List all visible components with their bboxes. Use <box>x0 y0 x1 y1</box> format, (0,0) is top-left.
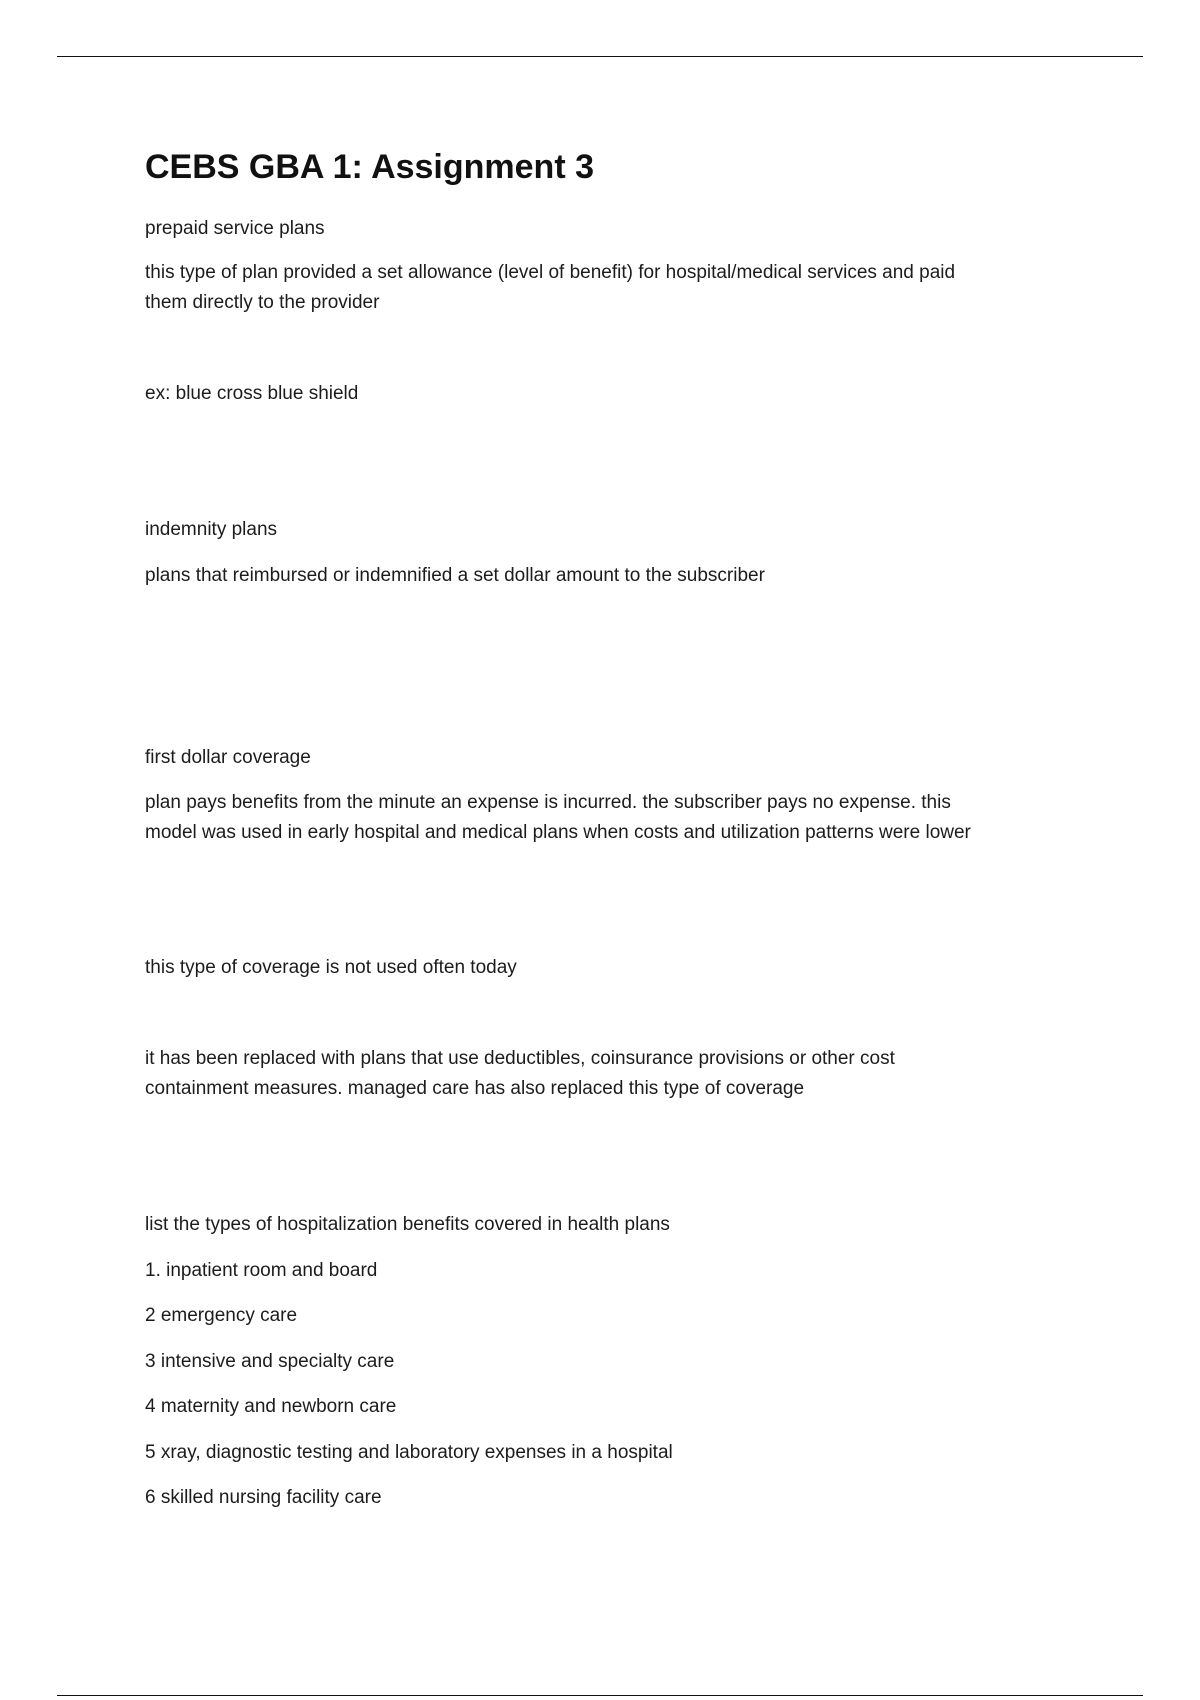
list-item: 1. inpatient room and board <box>145 1260 378 1281</box>
document-title: CEBS GBA 1: Assignment 3 <box>145 148 595 186</box>
definition-indemnity: plans that reimbursed or indemnified a set dollar amount to the subscriber <box>145 565 765 586</box>
definition-prepaid-line-1: this type of plan provided a set allowance (level of benefit) for hospital/medical services and paid <box>145 262 956 283</box>
list-item: 4 maternity and newborn care <box>145 1396 397 1417</box>
list-item: 2 emergency care <box>145 1305 298 1326</box>
definition-first-dollar-line-2: model was used in early hospital and medical plans when costs and utilization patterns were lower <box>145 822 971 843</box>
note-first-dollar-1: this type of coverage is not used often today <box>145 957 517 978</box>
term-indemnity-plans: indemnity plans <box>145 519 278 540</box>
question-hospitalization-benefits: list the types of hospitalization benefits covered in health plans <box>145 1214 670 1235</box>
definition-first-dollar-line-1: plan pays benefits from the minute an expense is incurred. the subscriber pays no expense. this <box>145 792 951 813</box>
term-first-dollar-coverage: first dollar coverage <box>145 747 311 768</box>
term-prepaid-service-plans: prepaid service plans <box>145 218 325 239</box>
footer-rule <box>57 1695 1143 1696</box>
list-item: 3 intensive and specialty care <box>145 1351 395 1372</box>
list-item: 5 xray, diagnostic testing and laboratory expenses in a hospital <box>145 1442 673 1463</box>
note-first-dollar-2-line-1: it has been replaced with plans that use deductibles, coinsurance provisions or other cost <box>145 1048 895 1069</box>
list-item: 6 skilled nursing facility care <box>145 1487 382 1508</box>
example-prepaid: ex: blue cross blue shield <box>145 383 359 404</box>
header-rule <box>57 56 1143 57</box>
note-first-dollar-2-line-2: containment measures. managed care has also replaced this type of coverage <box>145 1078 805 1099</box>
definition-prepaid-line-2: them directly to the provider <box>145 292 380 313</box>
